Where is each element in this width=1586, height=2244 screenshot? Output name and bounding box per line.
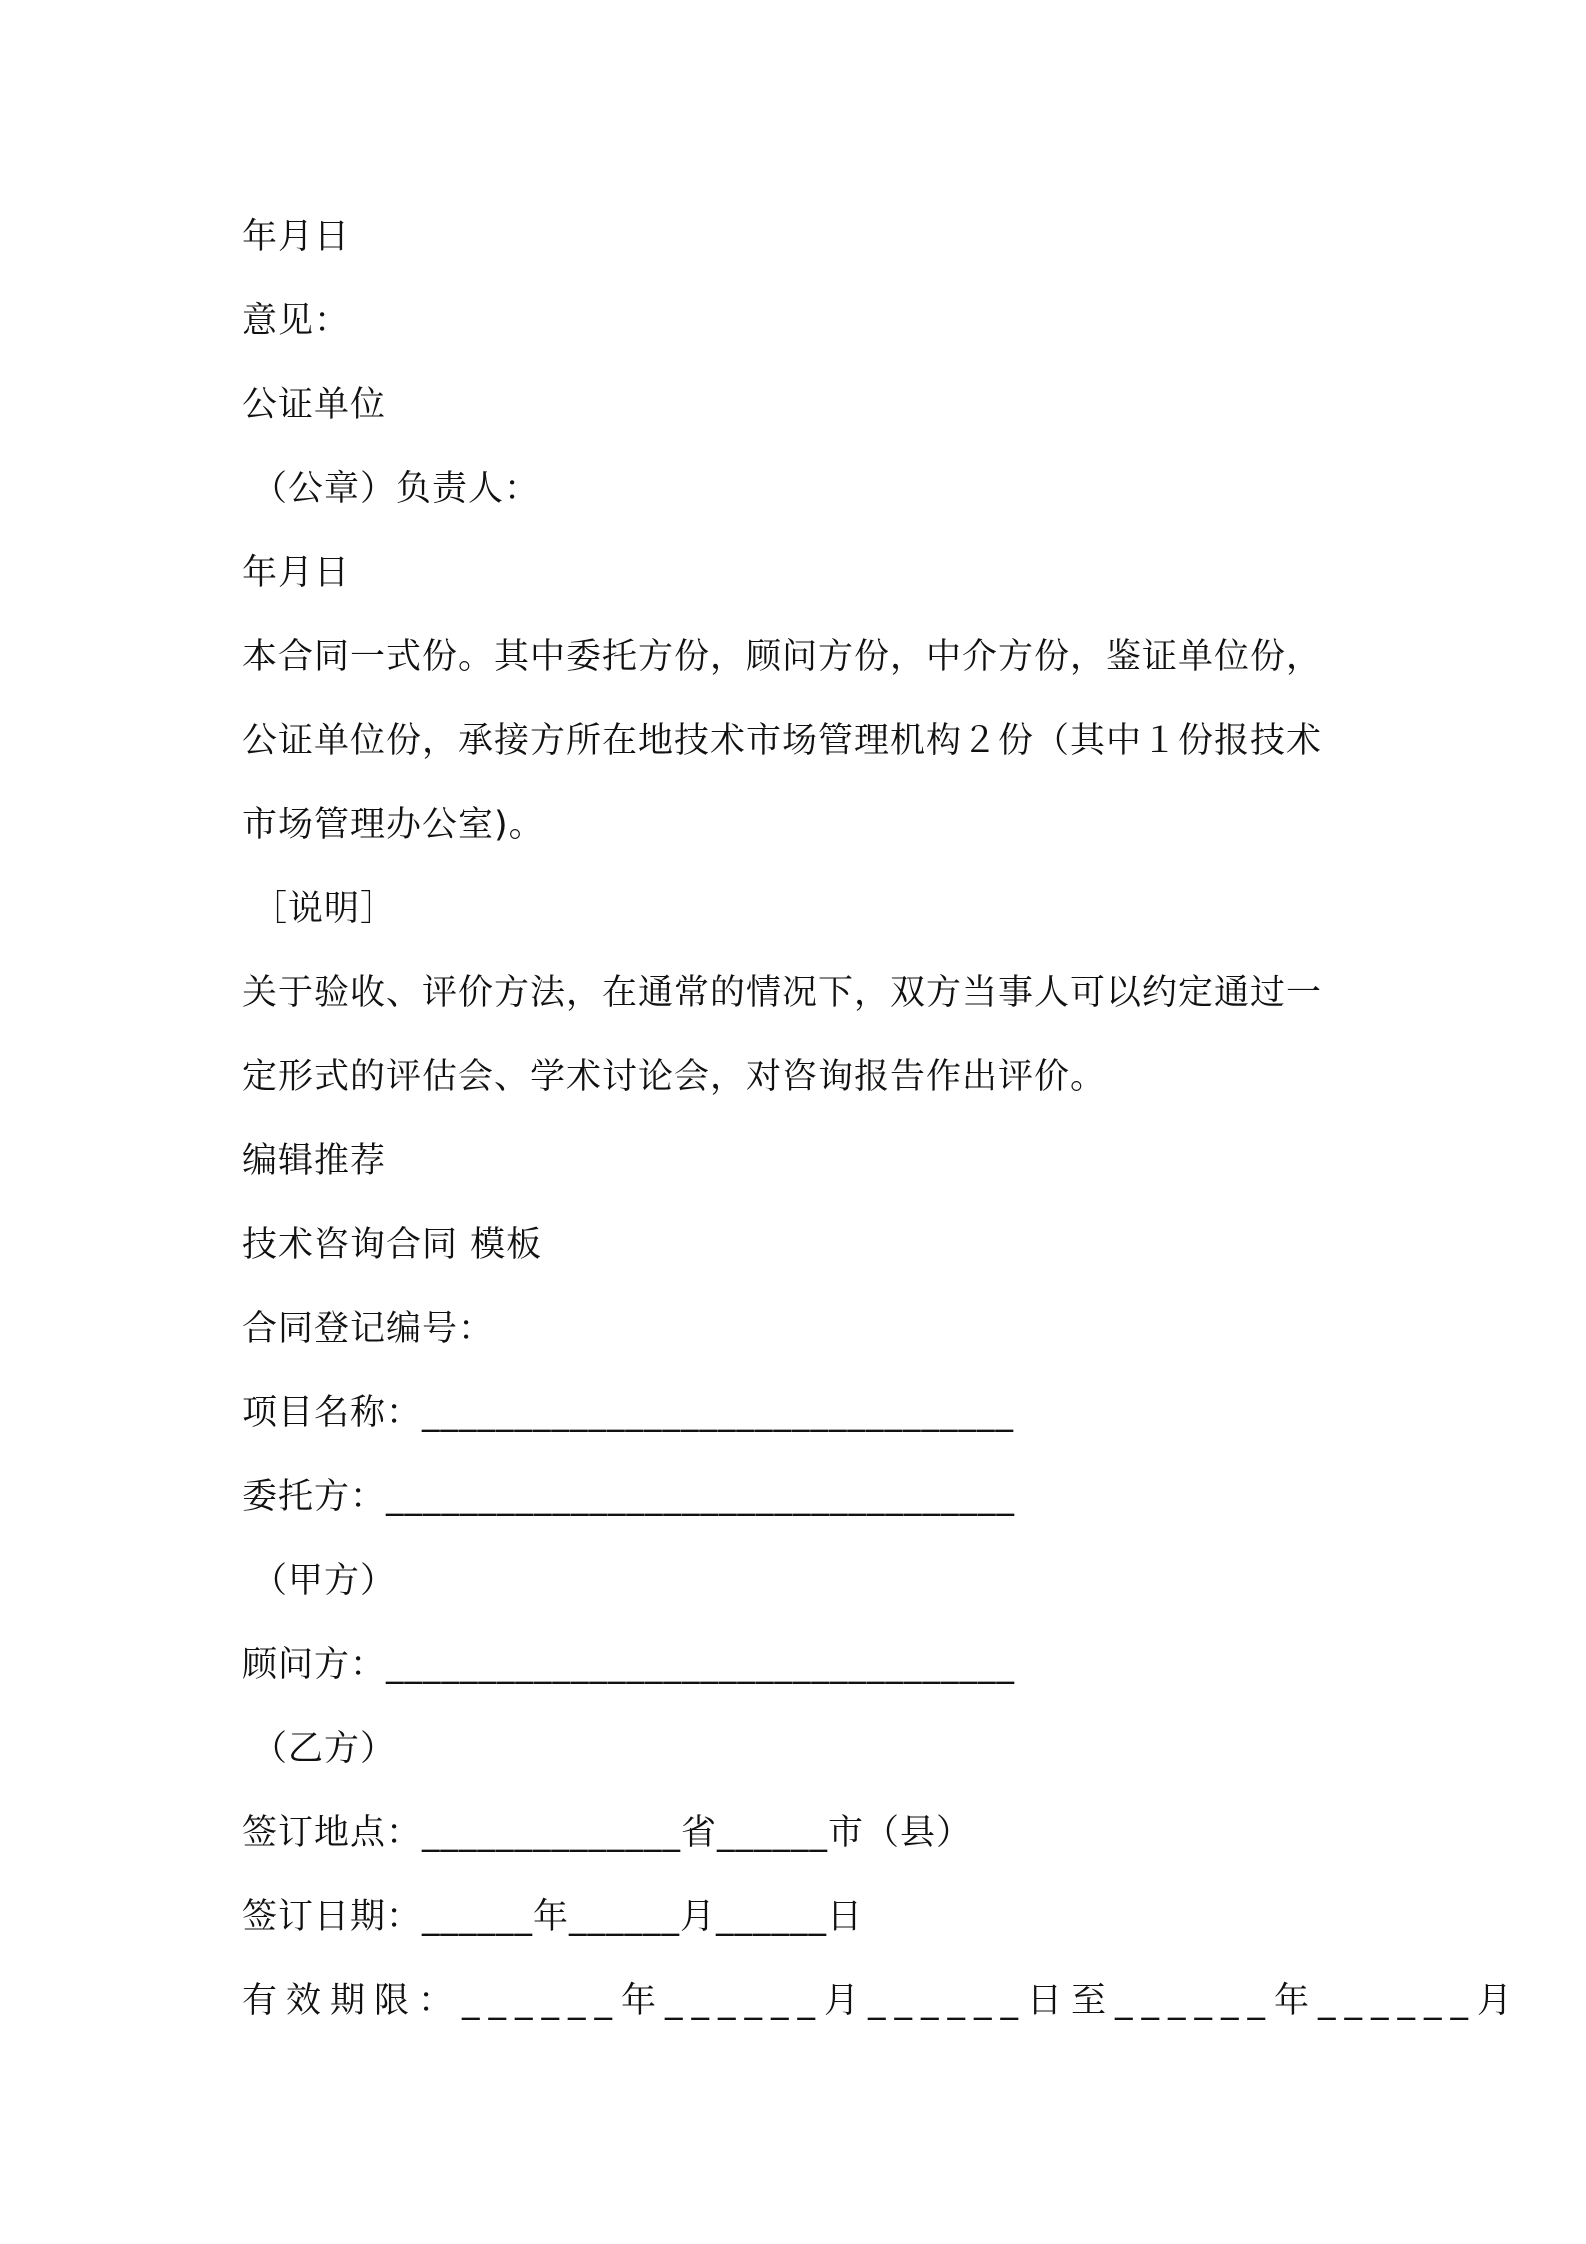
- document-page: [242, 195, 1522, 2043]
- consultant-field: 顾问方：__________________________________: [242, 1645, 1016, 1685]
- notary-unit-label: 公证单位: [242, 385, 387, 425]
- seal-responsible-person-label: （公章）负责人：: [252, 469, 541, 509]
- explanation-heading: ［说明］: [252, 889, 397, 929]
- validity-period-field: 有效期限：______年______月______日至______年______月: [242, 1981, 1522, 2021]
- date-line-1: 年月日: [242, 217, 351, 257]
- opinion-label: 意见：: [242, 301, 351, 341]
- project-name-field: 项目名称：________________________________: [242, 1393, 1015, 1433]
- party-a-label: （甲方）: [252, 1561, 397, 1601]
- evaluation-paragraph: 关于验收、评价方法，在通常的情况下，双方当事人可以约定通过一定形式的评估会、学术讨论会，对咨询报告作出评价。: [242, 973, 1323, 1097]
- signing-location-field: 签订地点：______________省______市（县）: [242, 1813, 973, 1853]
- copies-paragraph: 本合同一式份。其中委托方份，顾问方份，中介方份，鉴证单位份，公证单位份，承接方所在地技术市场管理机构２份（其中１份报技术市场管理办公室)。: [242, 637, 1323, 845]
- party-b-label: （乙方）: [252, 1729, 397, 1769]
- signing-date-field: 签订日期：______年______月______日: [242, 1897, 864, 1937]
- client-field: 委托方：__________________________________: [242, 1477, 1016, 1517]
- editor-recommendation-heading: 编辑推荐: [242, 1141, 387, 1181]
- date-line-2: 年月日: [242, 553, 351, 593]
- contract-template-title: 技术咨询合同 模板: [242, 1225, 543, 1265]
- contract-registration-number: 合同登记编号：: [242, 1309, 495, 1349]
